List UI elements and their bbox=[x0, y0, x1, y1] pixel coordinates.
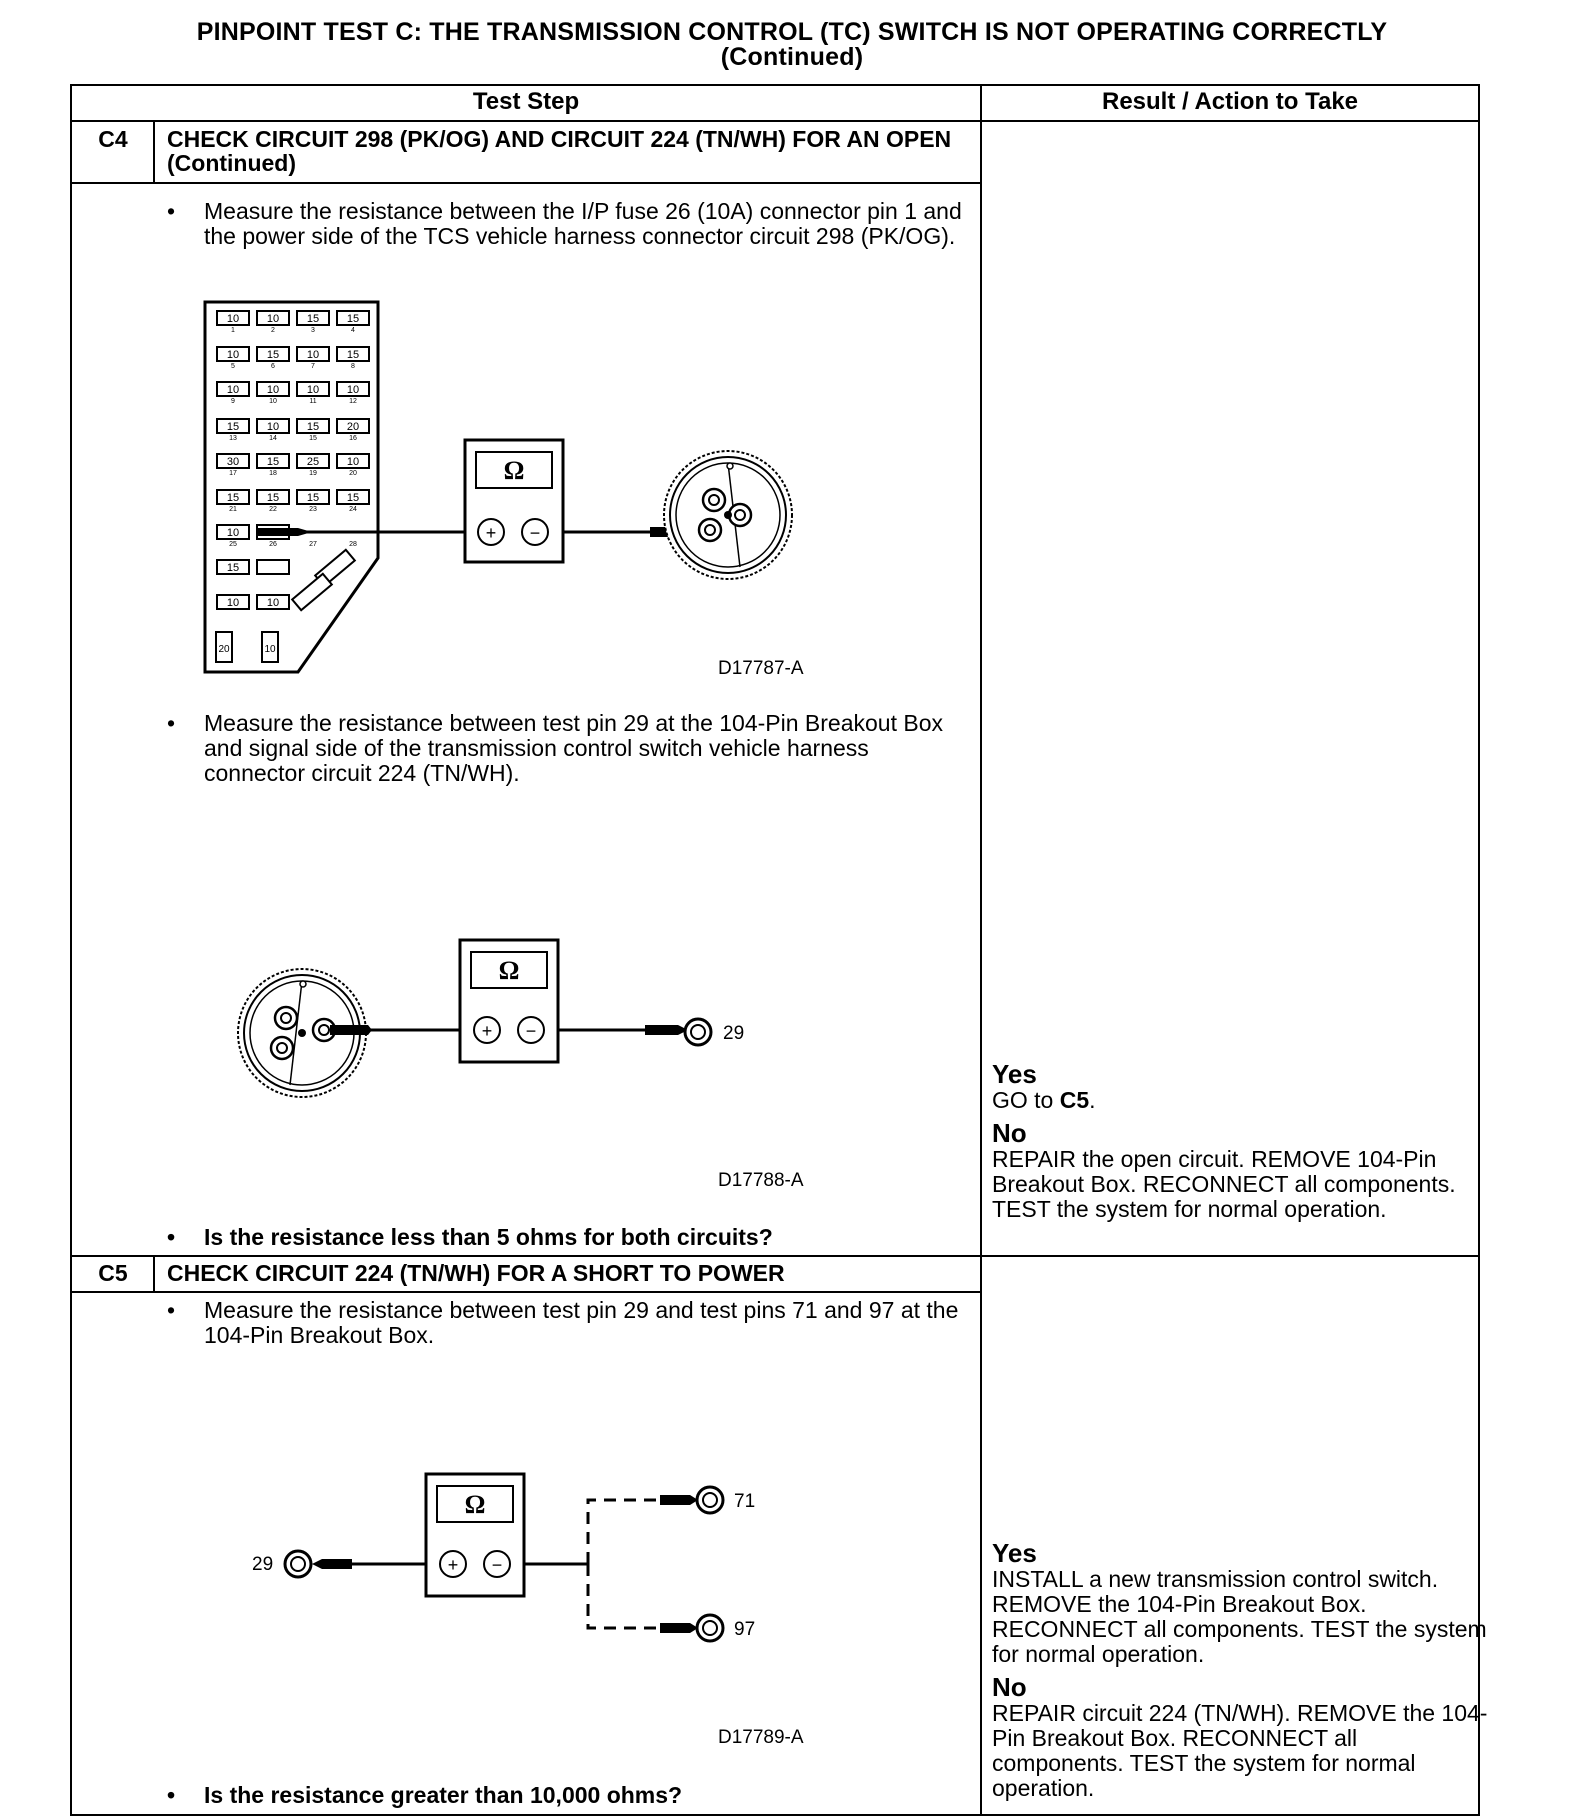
fuse-rating: 15 bbox=[346, 349, 360, 361]
fuse-position-number: 10 bbox=[269, 398, 277, 405]
step-title-c5: CHECK CIRCUIT 224 (TN/WH) FOR A SHORT TO POWER bbox=[167, 1260, 785, 1286]
ohm-symbol: Ω bbox=[503, 456, 525, 485]
fuse-position-number: 17 bbox=[229, 470, 237, 477]
fuse-rating: 10 bbox=[306, 349, 320, 361]
ohm-symbol: Ω bbox=[464, 1490, 486, 1519]
minus-terminal: − bbox=[491, 1555, 503, 1575]
page-title-continued: (Continued) bbox=[720, 43, 864, 71]
pin-71-label: 71 bbox=[734, 1491, 756, 1512]
fuse-position-number: 8 bbox=[351, 363, 355, 370]
c4-no-label: No bbox=[992, 1118, 1027, 1148]
fuse-rating: 10 bbox=[346, 384, 360, 396]
pin97-probe-tip bbox=[660, 1623, 698, 1633]
fuse-rating: 10 bbox=[264, 644, 276, 655]
plus-terminal: + bbox=[481, 1021, 493, 1041]
fuse-position-number: 19 bbox=[309, 470, 317, 477]
fuse-rating: 10 bbox=[266, 384, 280, 396]
fuse-position-number: 4 bbox=[351, 327, 355, 334]
fuse-rating: 15 bbox=[306, 313, 320, 325]
fuse-rating: 15 bbox=[226, 492, 240, 504]
fuse-rating: 15 bbox=[306, 421, 320, 433]
fuse-rating: 20 bbox=[218, 644, 230, 655]
c5-yes-label: Yes bbox=[992, 1538, 1037, 1568]
branch-lead-71 bbox=[588, 1500, 660, 1564]
fuse-position-number: 1 bbox=[231, 327, 235, 334]
fuse-position-number: 2 bbox=[271, 327, 275, 334]
bullet-dot: • bbox=[167, 710, 176, 736]
fuse-rating: 15 bbox=[346, 313, 360, 325]
c5-question-text: Is the resistance greater than 10,000 ohms? bbox=[204, 1782, 683, 1808]
fuse-position-number: 20 bbox=[349, 470, 357, 477]
fuse-position-number: 14 bbox=[269, 435, 277, 442]
c4-yes-text: GO to C5. bbox=[992, 1087, 1096, 1113]
bullet-dot: • bbox=[167, 1782, 176, 1808]
fuse-position-number: 26 bbox=[269, 541, 277, 548]
fuse-position-number: 23 bbox=[309, 506, 317, 513]
c5-question bbox=[167, 1782, 964, 1808]
c5-no-label: No bbox=[992, 1672, 1027, 1702]
header-result: Result / Action to Take bbox=[1101, 88, 1359, 115]
page-title: PINPOINT TEST C: THE TRANSMISSION CONTROL (TC) SWITCH IS NOT OPERATING CORRECTLY bbox=[196, 18, 1388, 46]
step-title-c4: CHECK CIRCUIT 298 (PK/OG) AND CIRCUIT 224 (TN/WH) FOR AN OPEN (Continued) bbox=[167, 126, 952, 176]
pin-97-label: 97 bbox=[734, 1619, 756, 1640]
bullet-dot: • bbox=[167, 1297, 176, 1323]
fuse-position-number: 3 bbox=[311, 327, 315, 334]
pin29-probe-tip bbox=[312, 1559, 352, 1569]
test-pin-71 bbox=[697, 1487, 723, 1513]
figure-id-d17789: D17789-A bbox=[718, 1727, 804, 1748]
c4-bullet-1-text: Measure the resistance between the I/P fuse 26 (10A) connector pin 1 and the power side of the TCS vehicle harness connector circuit 298 (PK/OG). bbox=[204, 198, 962, 249]
fuse-rating: 15 bbox=[266, 492, 280, 504]
pin-29-label: 29 bbox=[252, 1554, 274, 1575]
fuse-rating: 10 bbox=[226, 597, 240, 609]
fuse-position-number: 7 bbox=[311, 363, 315, 370]
fuse-position-number: 25 bbox=[229, 541, 237, 548]
step-id-c4: C4 bbox=[98, 126, 128, 152]
bullet-dot: • bbox=[167, 198, 176, 224]
c4-question-text: Is the resistance less than 5 ohms for both circuits? bbox=[204, 1224, 773, 1250]
fuse-rating: 10 bbox=[266, 313, 280, 325]
c4-bullet-2-text: Measure the resistance between test pin 29 at the 104-Pin Breakout Box and signal side of the transmission control switch vehicle harness connector circuit 224 (TN/WH). bbox=[204, 710, 943, 786]
branch-lead-97 bbox=[588, 1564, 660, 1628]
fuse-position-number: 24 bbox=[349, 506, 357, 513]
fuse-rating: 15 bbox=[306, 492, 320, 504]
fuse-rating: 15 bbox=[226, 421, 240, 433]
fuse-rating: 15 bbox=[346, 492, 360, 504]
fuse-position-number: 13 bbox=[229, 435, 237, 442]
c5-yes-text: INSTALL a new transmission control switch. REMOVE the 104-Pin Breakout Box. RECONNECT all components. TEST the system for normal operation. bbox=[992, 1566, 1487, 1667]
fuse-rating: 10 bbox=[226, 313, 240, 325]
pin-29-label: 29 bbox=[723, 1023, 745, 1044]
figure-id-d17788: D17788-A bbox=[718, 1170, 804, 1191]
test-pin-29 bbox=[285, 1551, 311, 1577]
c5-bullet-1-text: Measure the resistance between test pin 29 and test pins 71 and 97 at the 104-Pin Breakout Box. bbox=[204, 1297, 959, 1348]
plus-terminal: + bbox=[447, 1555, 459, 1575]
fuse-rating: 10 bbox=[226, 384, 240, 396]
figure-id-d17787: D17787-A bbox=[718, 658, 804, 679]
bullet-dot: • bbox=[167, 1224, 176, 1250]
fuse-position-number: 6 bbox=[271, 363, 275, 370]
fuse-rating: 10 bbox=[266, 421, 280, 433]
fuse-rating: 15 bbox=[226, 562, 240, 574]
c5-result bbox=[992, 1539, 1492, 1801]
fuse-position-number: 21 bbox=[229, 506, 237, 513]
fuse-rating: 15 bbox=[266, 349, 280, 361]
fuse-position-number: 5 bbox=[231, 363, 235, 370]
fuse-rating: 25 bbox=[306, 456, 320, 468]
fuse-position-number: 9 bbox=[231, 398, 235, 405]
fuse-rating: 30 bbox=[226, 456, 240, 468]
fuse-position-number: 22 bbox=[269, 506, 277, 513]
fuse-position-number: 18 bbox=[269, 470, 277, 477]
header-test-step: Test Step bbox=[472, 88, 580, 115]
plus-terminal: + bbox=[485, 523, 497, 543]
fuse-rating: 10 bbox=[306, 384, 320, 396]
minus-terminal: − bbox=[525, 1021, 537, 1041]
test-pin-97 bbox=[697, 1615, 723, 1641]
fuse-position-number: 11 bbox=[309, 398, 317, 405]
fuse-position-number: 15 bbox=[309, 435, 317, 442]
c4-no-text: REPAIR the open circuit. REMOVE 104-Pin Breakout Box. RECONNECT all components. TEST the system for normal operation. bbox=[992, 1146, 1456, 1222]
fuse-rating: 10 bbox=[226, 527, 240, 539]
fuse-position-number: 28 bbox=[349, 541, 357, 548]
fuse-position-number: 16 bbox=[349, 435, 357, 442]
fuse-position-number: 12 bbox=[349, 398, 357, 405]
step-id-c5: C5 bbox=[98, 1260, 128, 1286]
fuse-position-number: 27 bbox=[309, 541, 317, 548]
fuse-rating: 15 bbox=[266, 456, 280, 468]
fuse-rating: 20 bbox=[346, 421, 360, 433]
fuse-rating: 10 bbox=[226, 349, 240, 361]
fuse-rating: 10 bbox=[346, 456, 360, 468]
pin71-probe-tip bbox=[660, 1495, 698, 1505]
ohmmeter-3 bbox=[426, 1474, 524, 1596]
fuse-rating: 10 bbox=[266, 597, 280, 609]
ohm-symbol: Ω bbox=[498, 956, 520, 985]
c5-no-text: REPAIR circuit 224 (TN/WH). REMOVE the 104-Pin Breakout Box. RECONNECT all components. TEST the system for normal operation. bbox=[992, 1700, 1488, 1801]
minus-terminal: − bbox=[529, 523, 541, 543]
c4-yes-label: Yes bbox=[992, 1059, 1037, 1089]
